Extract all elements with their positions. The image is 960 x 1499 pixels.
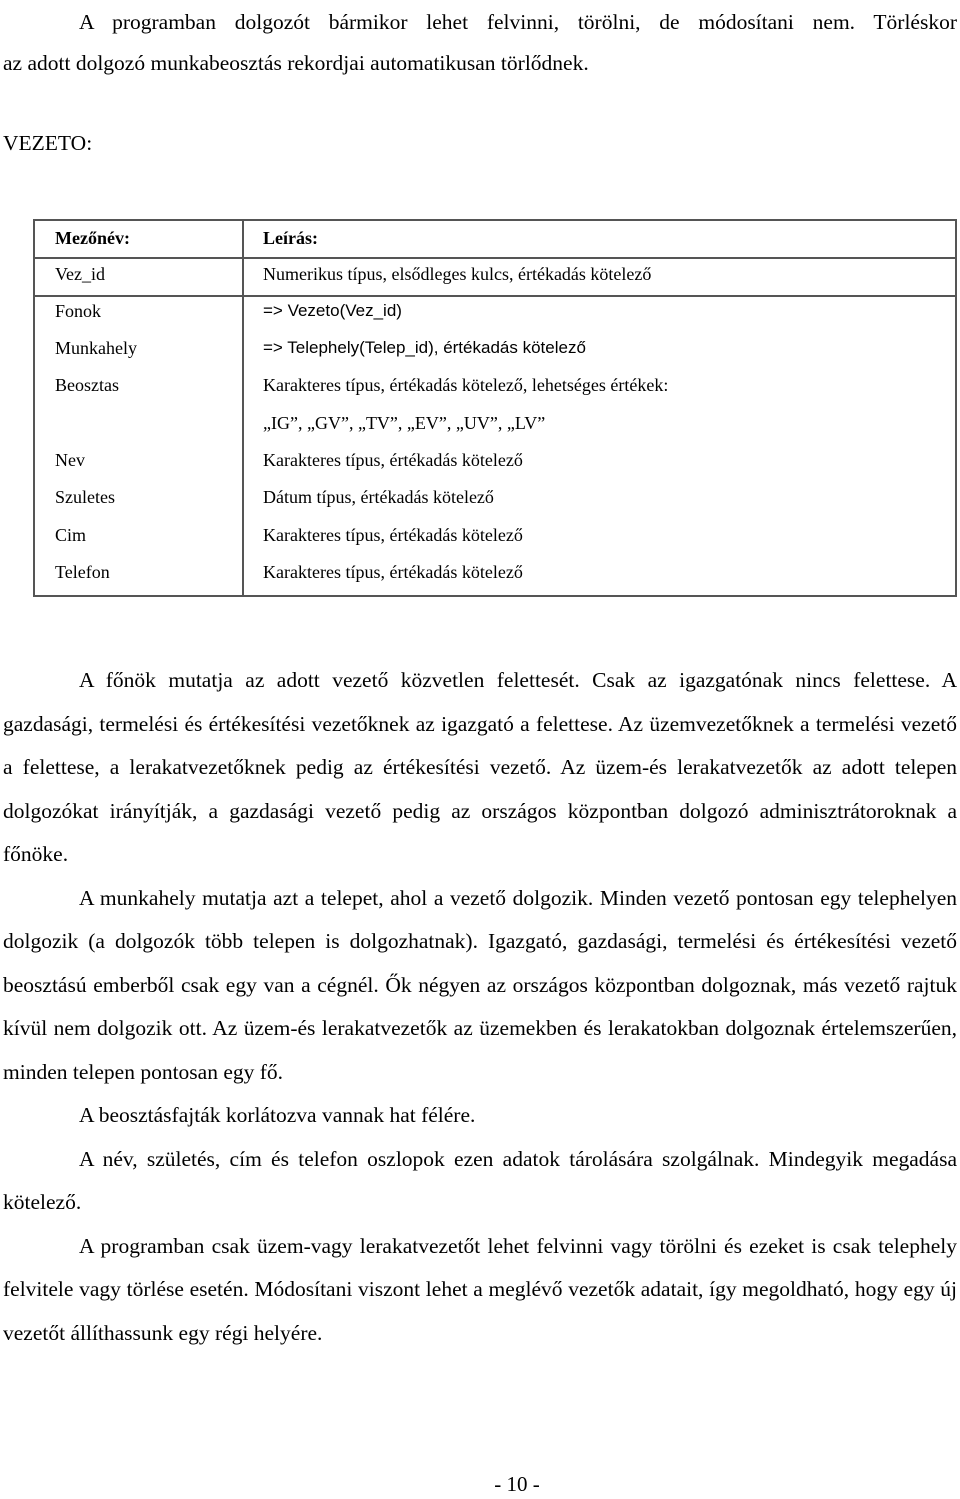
page-number: - 10 - [494, 1472, 540, 1496]
table-row-desc: Numerikus típus, elsődleges kulcs, értékadás kötelező [263, 264, 652, 284]
row-divider [35, 257, 955, 259]
table-row-desc: Karakteres típus, értékadás kötelező [263, 450, 523, 470]
table-row-field: Szuletes [55, 487, 115, 507]
intro-paragraph [3, 2, 957, 84]
table-row-field: Cim [55, 525, 87, 545]
section-heading: VEZETO: [3, 131, 93, 155]
row-divider [35, 295, 955, 297]
table-row-field: Vez_id [55, 264, 105, 284]
paragraph-munkahely: A munkahely mutatja azt a telepet, ahol a vezető dolgozik. Minden vezető pontosan egy telephelyen dolgozik (a dolgozók több telepen is dolgozhatnak). Igazgató, gazdasági, termelési és értékesítési vezető beosztású emberből csak egy van a cégnél. Ők négyen az országos központban dolgoznak, más vezető rajtuk kívül nem dolgozik ott. Az üzem-és lerakatvezetők az üzemekben és lerakatokban dolgoznak értelemszerűen, minden telepen pontosan egy fő. [3, 885, 957, 1084]
header-description: Leírás: [263, 228, 318, 248]
table-row-desc: Karakteres típus, értékadás kötelező [263, 562, 523, 582]
table-row-field: Nev [55, 450, 85, 470]
table-row-desc: => Telephely(Telep_id), értékadás kötelező [263, 338, 586, 357]
column-divider [242, 221, 244, 595]
intro-line-1: A programban dolgozót bármikor lehet felvinni, törölni, de módosítani nem. Törléskor [79, 10, 957, 34]
intro-line-2: az adott dolgozó munkabeosztás rekordjai automatikusan törlődnek. [3, 51, 589, 75]
header-field: Mezőnév: [55, 228, 130, 248]
paragraph-beosztas: A beosztásfajták korlátozva vannak hat félére. [79, 1103, 476, 1127]
table-row-desc: Karakteres típus, értékadás kötelező [263, 525, 523, 545]
paragraph-adatok: A név, születés, cím és telefon oszlopok ezen adatok tárolására szolgálnak. Mindegyik megadása kötelező. [3, 1146, 957, 1214]
table-row-field: Fonok [55, 301, 102, 321]
field-table [33, 219, 957, 597]
table-row-desc: „IG”, „GV”, „TV”, „EV”, „UV”, „LV” [263, 413, 546, 433]
table-row-field: Munkahely [55, 338, 137, 358]
table-row-desc: Karakteres típus, értékadás kötelező, lehetséges értékek: [263, 375, 669, 395]
paragraph-fonok: A főnök mutatja az adott vezető közvetlen felettesét. Csak az igazgatónak nincs felettese. A gazdasági, termelési és értékesítési vezetőknek az igazgató a felettese. Az üzemvezetőknek a termelési vezető a felettese, a lerakatvezetőknek pedig az értékesítési vezető. Az üzem-és lerakatvezetők az adott telepen dolgozókat irányítják, a gazdasági vezető pedig az országos központban dolgozó adminisztrátoroknak a főnöke. [3, 668, 957, 866]
body-text [3, 659, 957, 1355]
table-row-desc: Dátum típus, értékadás kötelező [263, 487, 494, 507]
paragraph-program: A programban csak üzem-vagy lerakatvezetőt lehet felvinni vagy törölni és ezeket is csak telephely felvitele vagy törlése esetén. Módosítani viszont lehet a meglévő vezetők adatait, így megoldható, hogy egy új vezetőt állíthassunk egy régi helyére. [3, 1233, 957, 1345]
table-row-desc: => Vezeto(Vez_id) [263, 301, 402, 320]
table-row-field: Telefon [55, 562, 110, 582]
table-row-field: Beosztas [55, 375, 119, 395]
